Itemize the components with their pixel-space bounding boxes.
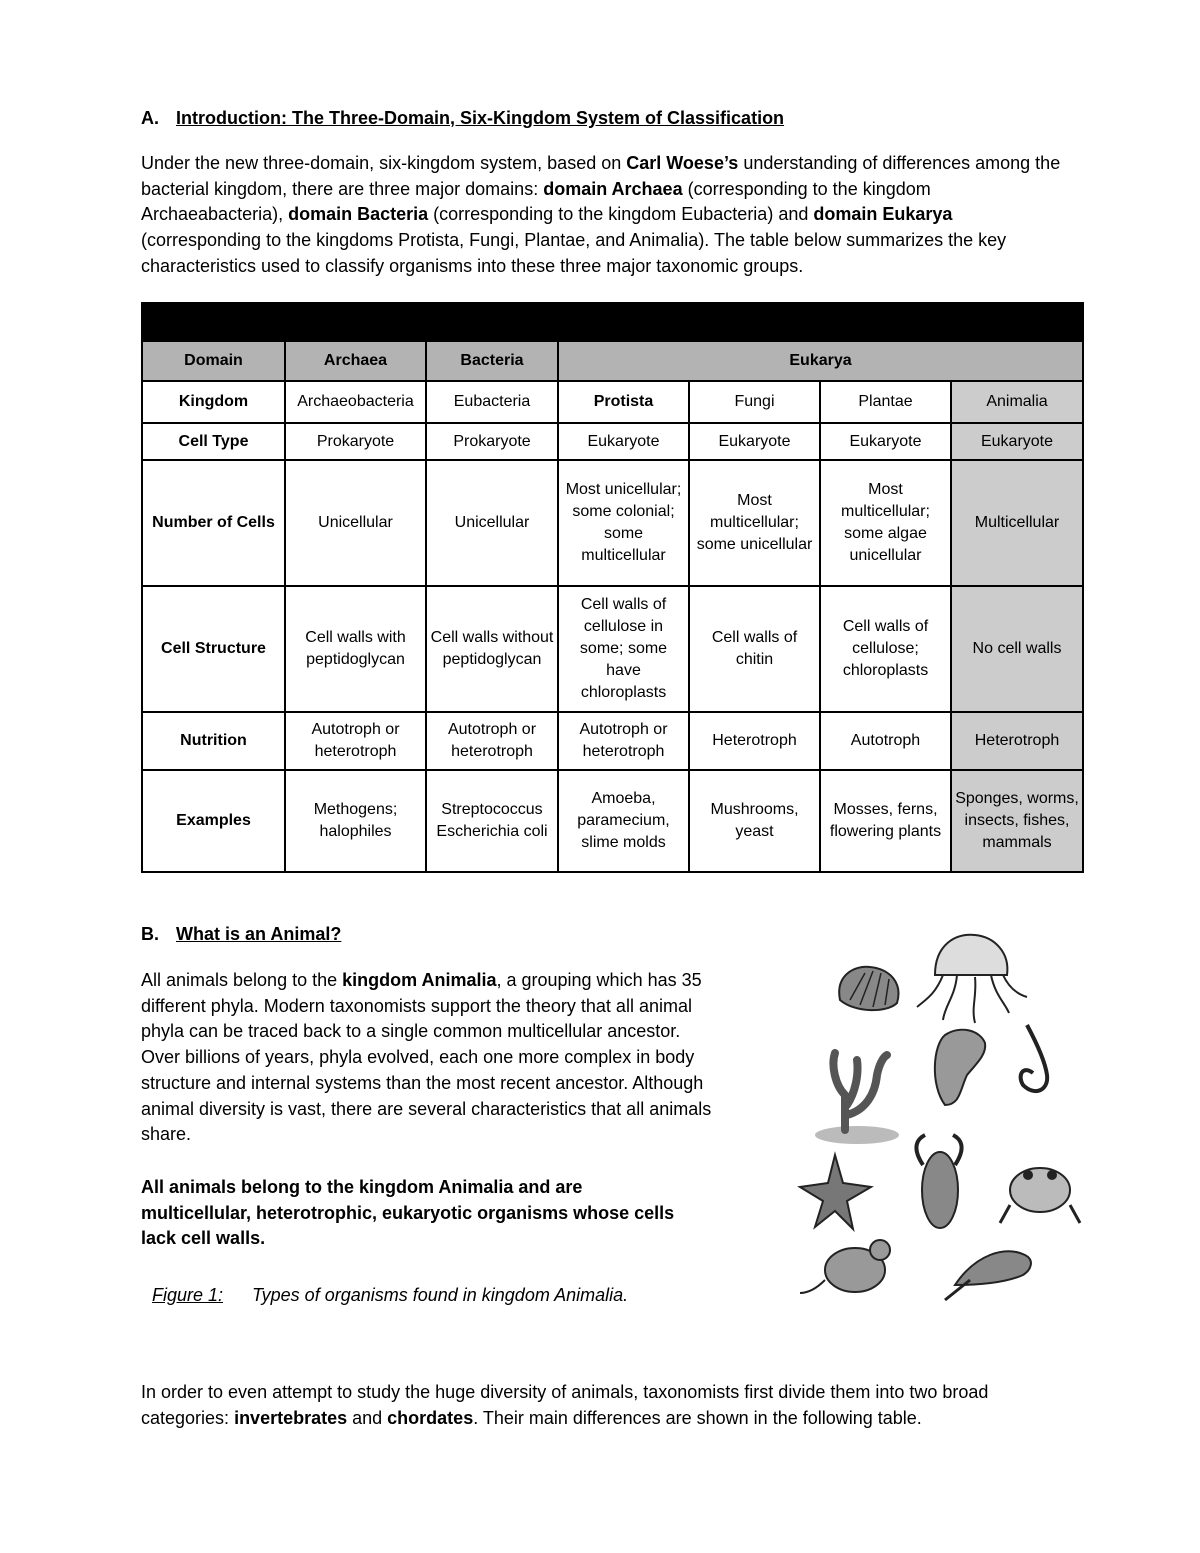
jellyfish-icon (917, 935, 1027, 1023)
table-cell: Eukaryote (689, 423, 820, 460)
table-row (142, 460, 1083, 586)
table-row (142, 770, 1083, 872)
worm-icon (1021, 1025, 1048, 1091)
table-cell: Cell walls with peptidoglycan (285, 586, 426, 712)
section-a-heading (141, 108, 784, 129)
table-row (142, 381, 1083, 423)
table-header-cell: Domain (142, 341, 285, 381)
table-row-label: Nutrition (142, 712, 285, 770)
animal-illustrations (795, 925, 1095, 1310)
table-header-cell: Archaea (285, 341, 426, 381)
sea-cucumber-icon (935, 1030, 985, 1105)
table-cell: Cell walls of cellulose in some; some have chloroplasts (558, 586, 689, 712)
section-a-letter: A. (141, 108, 159, 128)
table-cell: Autotroph or heterotroph (285, 712, 426, 770)
table-cell: Most multicellular; some algae unicellular (820, 460, 951, 586)
table-row (142, 586, 1083, 712)
mouse-icon (800, 1240, 890, 1293)
table-cell: Sponges, worms, insects, fishes, mammals (951, 770, 1083, 872)
table-row (142, 712, 1083, 770)
section-b-closing-paragraph: In order to even attempt to study the huge diversity of animals, taxonomists first divide them into two broad categories: invertebrates and chordates. Their main differences are shown in the following table. (141, 1382, 989, 1428)
table-cell: Amoeba, paramecium, slime molds (558, 770, 689, 872)
table-title-bar (142, 303, 1083, 341)
section-a-paragraph: Under the new three-domain, six-kingdom system, based on Carl Woese’s understanding of differences among the bacterial kingdom, there are three major domains: domain Archaea (corresponding to the kingdom Archaeabacteria), domain Bacteria (corresponding to the kingdom Eubacteria) and domain Eukarya (corresponding to the kingdoms Protista, Fungi, Plantae, and Animalia). The table below summarizes the key characteristics used to classify organisms into these three major taxonomic groups. (141, 153, 1061, 276)
table-cell: Unicellular (285, 460, 426, 586)
table-row-label: Kingdom (142, 381, 285, 423)
table-row (142, 423, 1083, 460)
table-header-cell: Bacteria (426, 341, 558, 381)
bird-icon (945, 1251, 1031, 1300)
table-row-label: Number of Cells (142, 460, 285, 586)
table-cell: Cell walls of chitin (689, 586, 820, 712)
table-domain-row (142, 341, 1083, 381)
frog-icon (1000, 1168, 1080, 1223)
section-b-letter: B. (141, 924, 159, 944)
table-cell: Methogens; halophiles (285, 770, 426, 872)
table-cell: Archaeobacteria (285, 381, 426, 423)
figure-caption (152, 1285, 628, 1306)
sea-star-icon (800, 1155, 871, 1229)
table-cell: Mushrooms, yeast (689, 770, 820, 872)
table-cell: Eubacteria (426, 381, 558, 423)
table-cell: Eukaryote (820, 423, 951, 460)
table-header-cell: Eukarya (558, 341, 1083, 381)
coral-sponge-icon (815, 1053, 899, 1144)
table-cell: Most multicellular; some unicellular (689, 460, 820, 586)
table-cell: Streptococcus Escherichia coli (426, 770, 558, 872)
table-row-label: Cell Structure (142, 586, 285, 712)
table-cell: Eukaryote (558, 423, 689, 460)
clam-icon (839, 967, 898, 1010)
section-b-title: What is an Animal? (176, 924, 342, 944)
table-cell: Prokaryote (285, 423, 426, 460)
animal-definition: All animals belong to the kingdom Animalia and are multicellular, heterotrophic, eukaryotic organisms whose cells lack cell walls. (141, 1177, 675, 1249)
table-row-label: Examples (142, 770, 285, 872)
section-a-title: Introduction: The Three-Domain, Six-Kingdom System of Classification (176, 108, 785, 128)
table-cell: No cell walls (951, 586, 1083, 712)
table-cell: Protista (558, 381, 689, 423)
table-cell: Multicellular (951, 460, 1083, 586)
table-cell: Autotroph or heterotroph (558, 712, 689, 770)
table-cell: Autotroph or heterotroph (426, 712, 558, 770)
lobster-icon (916, 1135, 961, 1228)
table-cell: Autotroph (820, 712, 951, 770)
table-cell: Heterotroph (689, 712, 820, 770)
table-cell: Cell walls of cellulose; chloroplasts (820, 586, 951, 712)
figure-caption-text: Types of organisms found in kingdom Animalia. (252, 1285, 629, 1305)
table-cell: Unicellular (426, 460, 558, 586)
figure-label: Figure 1: (152, 1285, 224, 1305)
table-cell: Plantae (820, 381, 951, 423)
table-cell: Cell walls without peptidoglycan (426, 586, 558, 712)
table-cell: Eukaryote (951, 423, 1083, 460)
table-cell: Fungi (689, 381, 820, 423)
table-cell: Mosses, ferns, flowering plants (820, 770, 951, 872)
classification-table (141, 302, 1084, 873)
section-b-paragraph: All animals belong to the kingdom Animalia, a grouping which has 35 different phyla. Modern taxonomists support the theory that all animal phyla can be traced back to a single common multicellular ancestor. Over billions of years, phyla evolved, each one more complex in body structure and internal systems than the most recent ancestor. Although animal diversity is vast, there are several characteristics that all animals share. (141, 970, 712, 1145)
table-cell: Prokaryote (426, 423, 558, 460)
table-cell: Animalia (951, 381, 1083, 423)
section-b-heading (141, 924, 341, 945)
table-cell: Heterotroph (951, 712, 1083, 770)
table-cell: Most unicellular; some colonial; some multicellular (558, 460, 689, 586)
table-row-label: Cell Type (142, 423, 285, 460)
